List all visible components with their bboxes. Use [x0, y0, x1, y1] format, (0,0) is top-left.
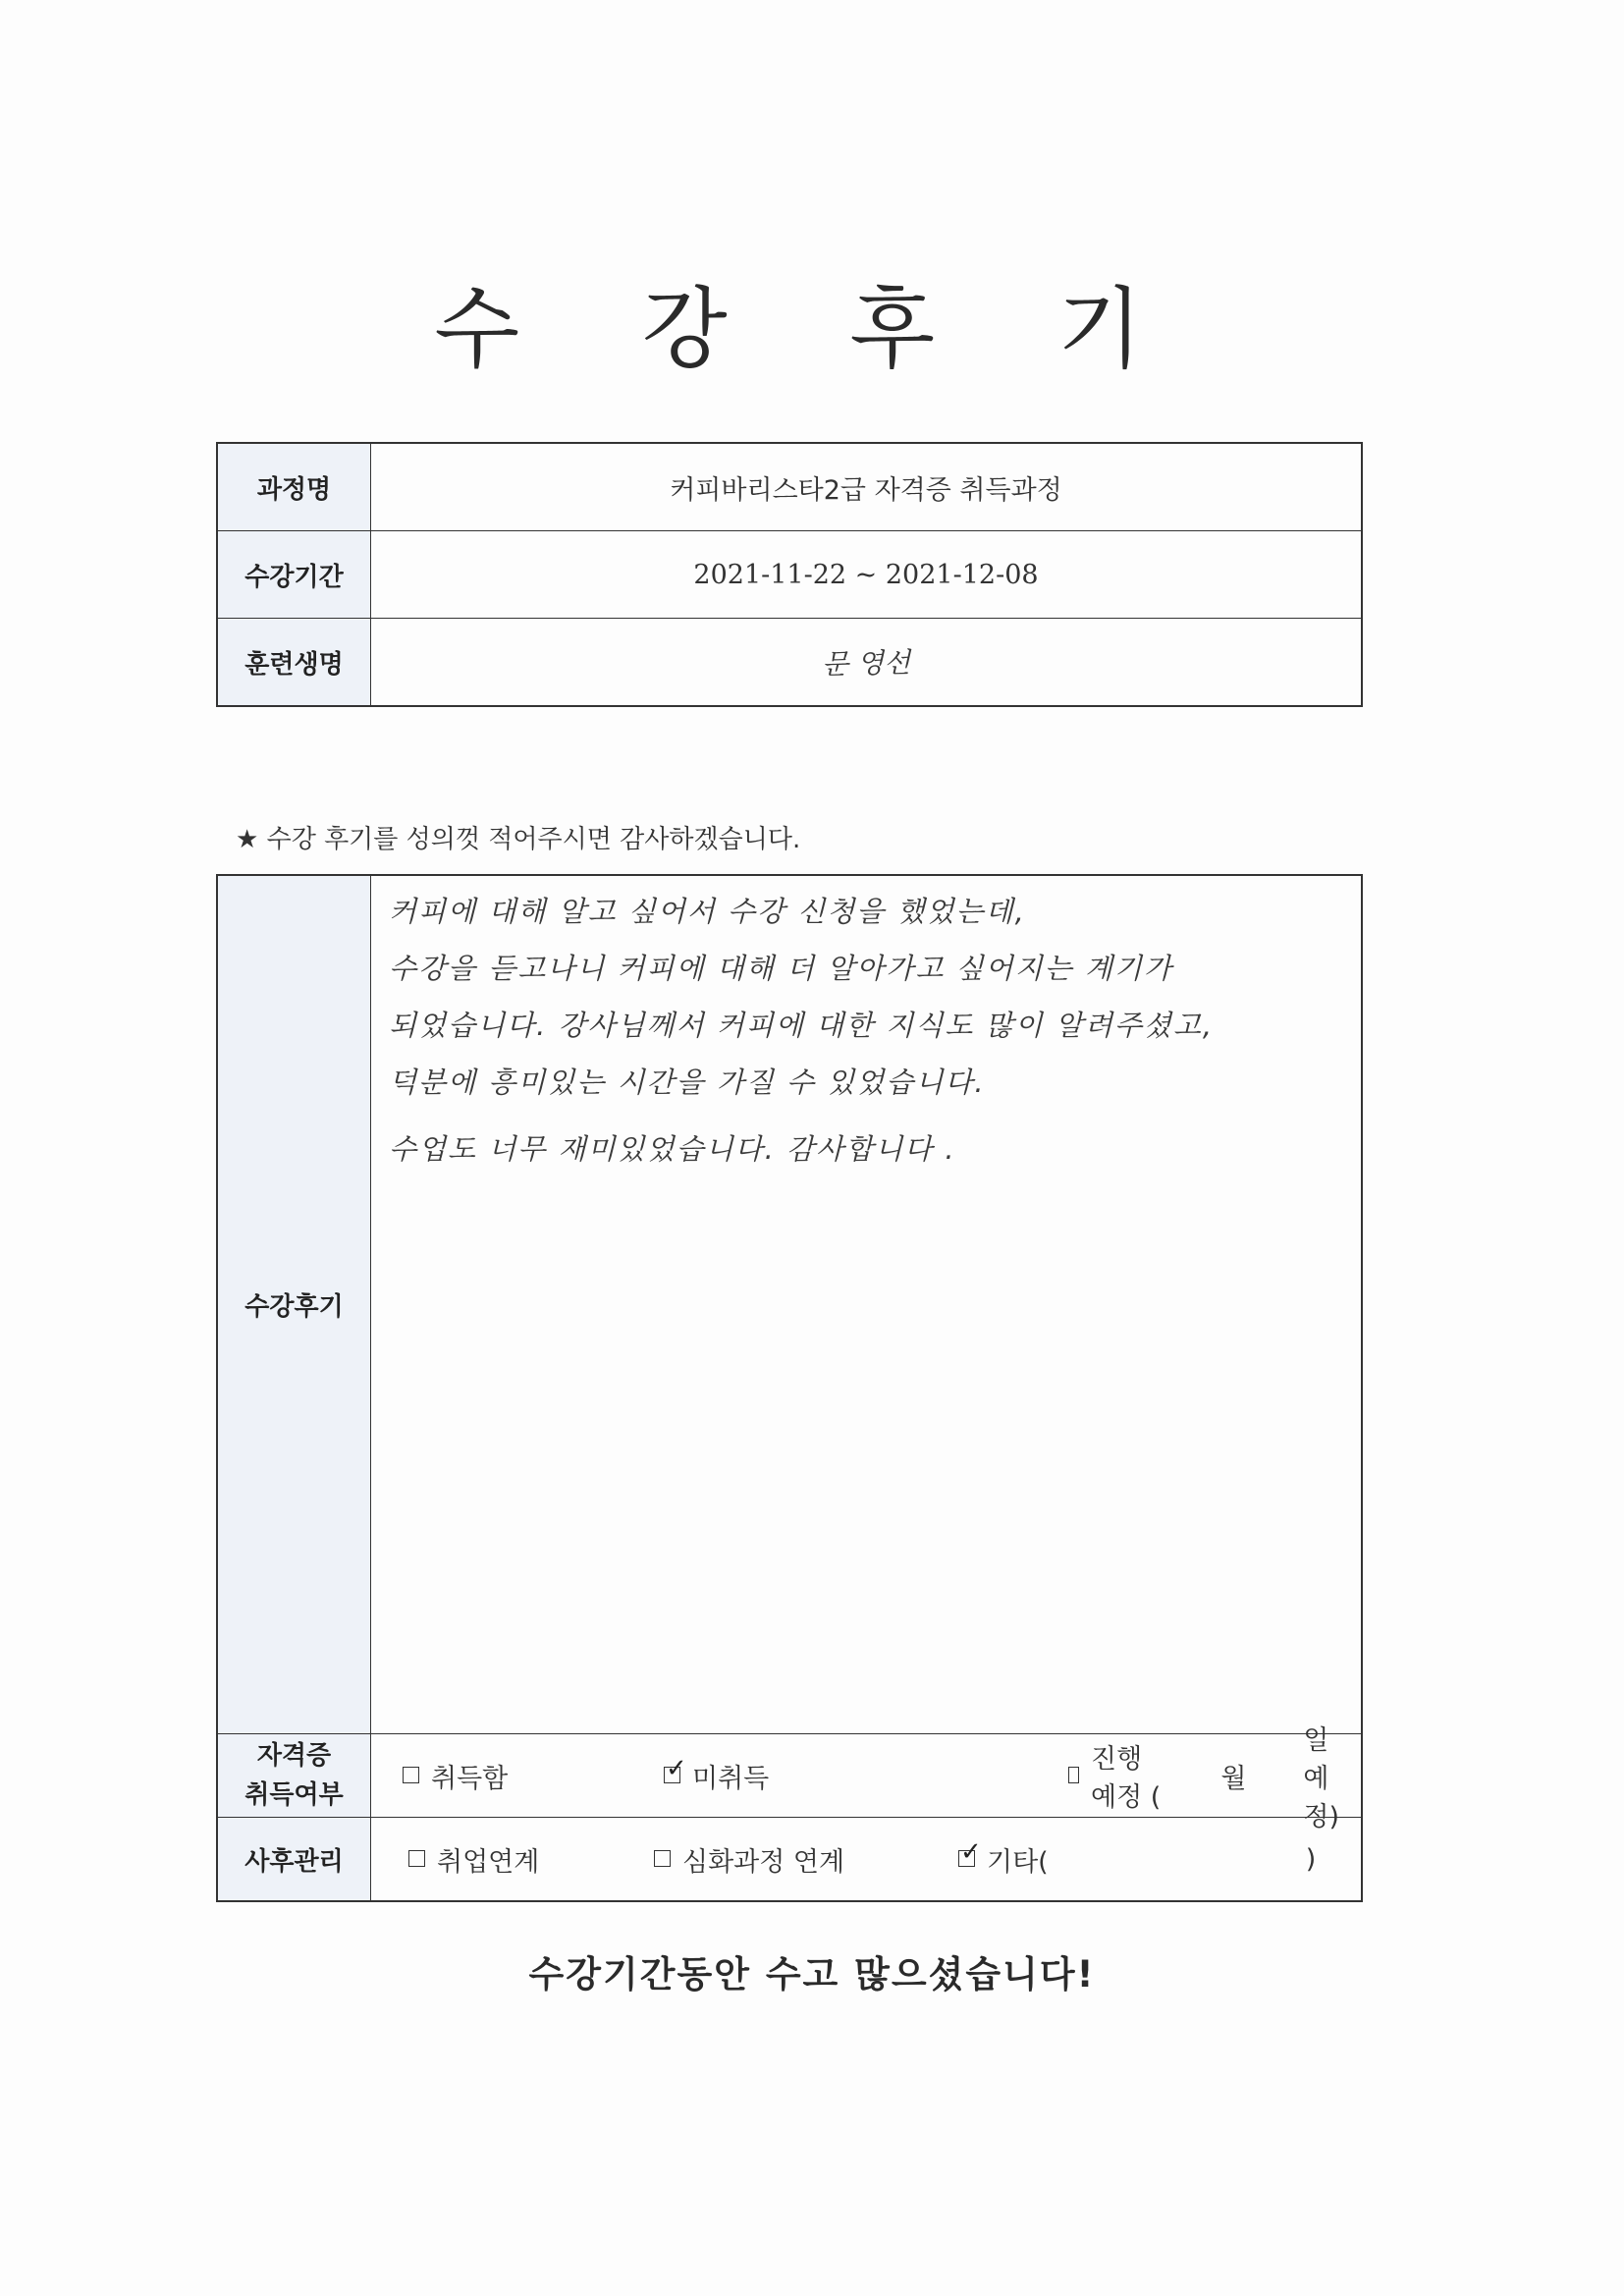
option-other[interactable] [958, 1836, 1317, 1879]
option-acquired-label: 취득함 [431, 1763, 509, 1794]
option-employment[interactable] [408, 1840, 539, 1879]
review-row [217, 875, 1362, 1734]
certificate-label-line1: 자격증 [256, 1741, 332, 1771]
aftercare-label: 사후관리 [217, 1818, 371, 1902]
checkbox-acquired[interactable] [403, 1767, 419, 1783]
option-other-label: 기타( [987, 1846, 1049, 1878]
period-value: 2021-11-22 ~ 2021-12-08 [371, 531, 1363, 619]
page-title: 수 강 후 기 [434, 278, 1190, 381]
course-value: 커피바리스타2급 자격증 취득과정 [371, 443, 1363, 531]
trainee-name-handwritten: 문 영선 [821, 646, 911, 681]
checkbox-other-checked[interactable] [958, 1836, 982, 1867]
review-text-area [371, 876, 1361, 1733]
closing-message: 수강기간동안 수고 많으셨습니다! [528, 1953, 1096, 1995]
period-label: 수강기간 [217, 531, 371, 619]
aftercare-row [217, 1818, 1362, 1902]
certificate-options [371, 1724, 1363, 1832]
checkbox-advanced[interactable] [654, 1850, 671, 1867]
option-planned[interactable] [1068, 1719, 1361, 1833]
trainee-cell [371, 619, 1363, 707]
course-row [217, 443, 1362, 531]
option-not-acquired[interactable] [664, 1753, 770, 1795]
certificate-status-row [217, 1734, 1362, 1818]
review-table [216, 874, 1363, 1902]
review-cell [371, 875, 1363, 1734]
option-not-acquired-label: 미취득 [692, 1763, 770, 1794]
review-line: 수강을 듣고나니 커피에 대해 더 알아가고 싶어지는 계기가 [389, 952, 1173, 985]
option-advanced-label: 심화과정 연계 [682, 1846, 845, 1878]
review-line: 덕분에 흥미있는 시간을 가질 수 있었습니다. [389, 1066, 986, 1099]
option-employment-label: 취업연계 [437, 1846, 540, 1878]
certificate-label-line2: 취득여부 [244, 1780, 344, 1810]
option-other-close: ) [1305, 1843, 1317, 1875]
planned-month-label: 월 [1220, 1763, 1247, 1794]
option-acquired[interactable] [403, 1757, 508, 1795]
option-planned-label: 진행예정 ( [1091, 1744, 1162, 1813]
period-row [217, 531, 1362, 619]
checkbox-employment[interactable] [408, 1850, 425, 1867]
trainee-row [217, 619, 1362, 707]
planned-day-label: 일 예정) [1303, 1724, 1340, 1832]
course-label: 과정명 [217, 443, 371, 531]
review-line: 수업도 너무 재미있었습니다. 감사합니다 . [389, 1132, 956, 1166]
checkmark-icon: ✓ [666, 1753, 687, 1783]
review-label: 수강후기 [217, 875, 371, 1734]
checkbox-not-acquired-checked[interactable] [664, 1753, 687, 1783]
course-info-table [216, 442, 1363, 707]
instruction-note: ★ 수강 후기를 성의껏 적어주시면 감사하겠습니다. [236, 825, 801, 854]
checkmark-icon: ✓ [960, 1836, 982, 1867]
option-advanced[interactable] [654, 1840, 844, 1879]
trainee-label: 훈련생명 [217, 619, 371, 707]
aftercare-options [371, 1818, 1363, 1902]
review-line: 되었습니다. 강사님께서 커피에 대한 지식도 많이 알려주셨고, [389, 1009, 1215, 1042]
checkbox-planned[interactable] [1068, 1767, 1079, 1783]
certificate-label [217, 1734, 371, 1818]
review-line: 커피에 대해 알고 싶어서 수강 신청을 했었는데, [389, 895, 1026, 928]
